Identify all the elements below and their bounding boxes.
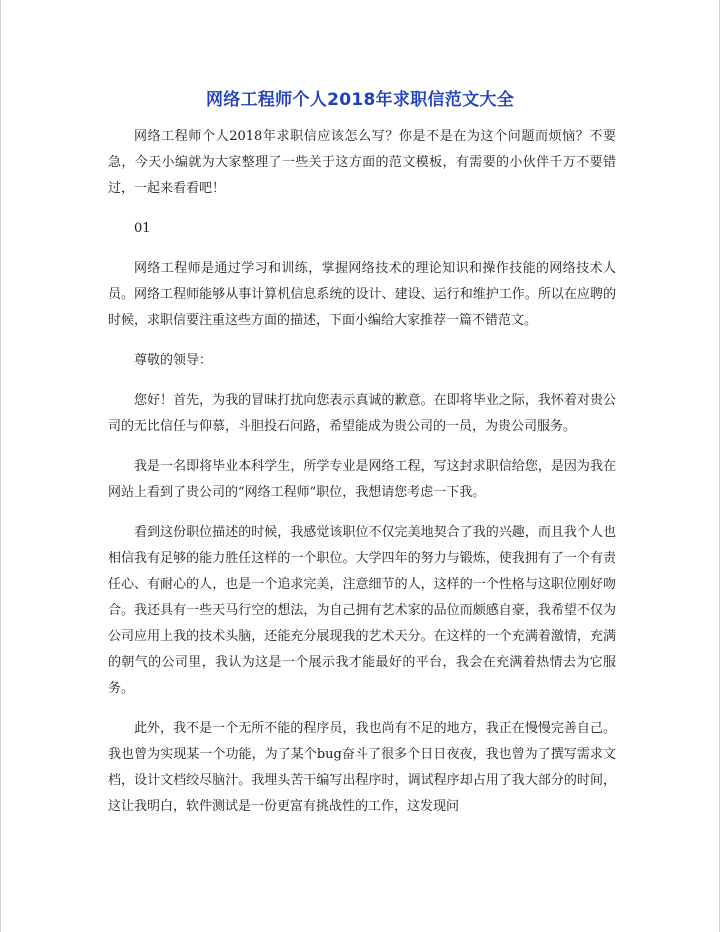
page-left-edge — [0, 0, 1, 932]
letter-paragraph-experience: 此外，我不是一个无所不能的程序员，我也尚有不足的地方，我正在慢慢完善自己。我也曾为实现某一个功能，为了某个bug奋斗了很多个日日夜夜，我也曾为了撰写需求文档，设计文档绞尽脑汁。我埋头苦干编写出程序时，调试程序却占用了我大部分的时间，这让我明白，软件测试是一份更富有挑战性的工作，这发现问 — [108, 721, 616, 814]
letter-paragraph-greeting: 您好！首先，为我的冒昧打扰向您表示真诚的歉意。在即将毕业之际，我怀着对贵公司的无比信任与仰慕，斗胆投石问路，希望能成为贵公司的一员，为贵公司服务。 — [108, 393, 616, 434]
document-title: 网络工程师个人2018年求职信范文大全 — [205, 90, 514, 110]
section-number: 01 — [134, 221, 151, 236]
intro-paragraph: 网络工程师个人2018年求职信应该怎么写？你是不是在为这个问题而烦恼？不要急，今天小编就为大家整理了一些关于这方面的范文模板，有需要的小伙伴千万不要错过，一起来看看吧！ — [108, 129, 616, 196]
letter-paragraph-introduction: 我是一名即将毕业本科学生，所学专业是网络工程，写这封求职信给您，是因为我在网站上看到了贵公司的“网络工程师”职位，我想请您考虑一下我。 — [108, 459, 616, 500]
letter-paragraph-motivation: 看到这份职位描述的时候，我感觉该职位不仅完美地契合了我的兴趣，而且我个人也相信我有足够的能力胜任这样的一个职位。大学四年的努力与锻炼，使我拥有了一个有责任心、有耐心的人，也是一个追求完美，注意细节的人，这样的一个性格与这职位刚好吻合。我还具有一些天马行空的想法，为自己拥有艺术家的品位而颇感自豪，我希望不仅为公司应用上我的技术头脑，还能充分展现我的艺术天分。在这样的一个充满着激情，充满的朝气的公司里，我认为这是一个展示我才能最好的平台，我会在充满着热情去为它服务。 — [108, 525, 616, 696]
document-body — [108, 124, 616, 820]
salutation: 尊敬的领导： — [134, 353, 213, 368]
job-description-paragraph: 网络工程师是通过学习和训练，掌握网络技术的理论知识和操作技能的网络技术人员。网络工程师能够从事计算机信息系统的设计、建设、运行和维护工作。所以在应聘的时候，求职信要注重这些方面的描述，下面小编给大家推荐一篇不错范文。 — [108, 261, 616, 328]
